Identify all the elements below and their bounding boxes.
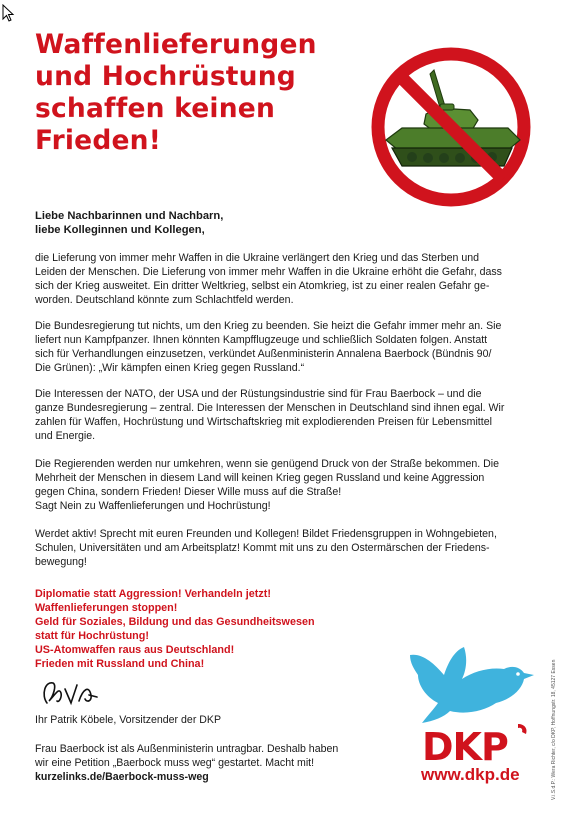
peace-dove-icon	[404, 645, 540, 727]
petition-link[interactable]: kurzelinks.de/Baerbock-muss-weg	[35, 771, 209, 783]
headline-line: Frieden!	[35, 125, 162, 156]
headline	[35, 29, 365, 157]
dkp-logo	[420, 722, 532, 764]
paragraph	[35, 528, 541, 570]
paragraph-line: Schulen, Universitäten und am Arbeitsplatz! Kommt mit uns zu den Ostermärschen der Friedens-	[35, 541, 490, 554]
paragraph-line: die Lieferung von immer mehr Waffen in die Ukraine verlängert den Krieg und das Sterben und	[35, 252, 480, 264]
paragraph-line: zahlen für Waffen, Hochrüstung und Wirtschaftskrieg mit explodierenden Preisen für Lebensmittel	[35, 415, 492, 428]
demand-item: US-Atomwaffen raus aus Deutschland!	[35, 644, 235, 656]
paragraph-line: sich der Krieg ausweitet. Ein dritter Weltkrieg, selbst ein Atomkrieg, ist zu einer realen Gefahr ge-	[35, 279, 490, 292]
handwritten-signature	[35, 675, 115, 709]
paragraph-line: ganze Bundesregierung – zentral. Die Interessen der Menschen in Deutschland sind ihnen egal. Wir	[35, 401, 505, 414]
note-line: Frau Baerbock ist als Außenministerin untragbar. Deshalb haben	[35, 743, 339, 755]
paragraph-line: Werdet aktiv! Sprecht mit euren Freunden und Kollegen! Bildet Friedensgruppen in Wohngebieten,	[35, 528, 497, 540]
paragraph-line: sich für Verhandlungen einzusetzen, verkündet Außenministerin Annalena Baerbock (Bündnis 90/	[35, 347, 492, 360]
greeting-line: liebe Kolleginnen und Kollegen,	[35, 224, 205, 236]
logo-text: DKP	[422, 725, 508, 764]
paragraph-line: Sagt Nein zu Waffenlieferungen und Hochrüstung!	[35, 499, 271, 512]
website-link[interactable]: www.dkp.de	[421, 765, 520, 784]
no-tanks-sign-icon	[368, 44, 534, 210]
paragraph-line: gegen China, sondern Frieden! Dieser Wille muss auf die Straße!	[35, 485, 342, 498]
greeting	[35, 209, 223, 237]
demand-item: Diplomatie statt Aggression! Verhandeln jetzt!	[35, 588, 271, 600]
paragraph-line: worden. Deutschland könnte zum Schlachtfeld werden.	[35, 293, 294, 306]
greeting-line: Liebe Nachbarinnen und Nachbarn,	[35, 210, 224, 222]
headline-line: und Hochrüstung	[35, 61, 296, 92]
paragraph	[35, 252, 541, 308]
paragraph-line: liefert nun Kampfpanzer. Ihnen könnten Kampfflugzeuge und schließlich Soldaten folgen. Anstatt	[35, 333, 488, 346]
paragraph-line: Leiden der Menschen. Die Lieferung von immer mehr Waffen in die Ukraine erhöht die Gefahr, dass	[35, 265, 502, 278]
paragraph	[35, 388, 541, 444]
demand-item: Geld für Soziales, Bildung und das Gesundheitswesen	[35, 616, 315, 628]
signer-line: Ihr Patrik Köbele, Vorsitzender der DKP	[35, 714, 222, 726]
paragraph-line: Die Grünen): „Wir kämpfen einen Krieg gegen Russland.“	[35, 361, 305, 374]
paragraph-line: und Energie.	[35, 429, 96, 442]
cursor-arrow-icon	[2, 4, 16, 24]
demands-list	[35, 587, 315, 671]
petition-note	[35, 742, 338, 784]
paragraph-line: bewegung!	[35, 555, 87, 568]
demand-item: Waffenlieferungen stoppen!	[35, 602, 178, 614]
imprint-text: V.i.S.d.P.: Wera Richter, c/o DKP, Hoffnungstr. 18, 45127 Essen	[551, 659, 557, 800]
paragraph-line: Die Interessen der NATO, der USA und der Rüstungsindustrie sind für Frau Baerbock – und die	[35, 388, 482, 400]
headline-line: Waffenlieferungen	[35, 29, 317, 60]
paragraph	[35, 320, 541, 376]
paragraph	[35, 458, 541, 514]
demand-item: Frieden mit Russland und China!	[35, 658, 205, 670]
note-line: wir eine Petition „Baerbock muss weg“ gestartet. Macht mit!	[35, 757, 315, 769]
paragraph-line: Mehrheit der Menschen in diesem Land will keinen Krieg gegen Russland und keine Aggression	[35, 471, 485, 484]
demand-item: statt für Hochrüstung!	[35, 630, 149, 642]
paragraph-line: Die Regierenden werden nur umkehren, wenn sie genügend Druck von der Straße bekommen. Die	[35, 458, 500, 470]
headline-line: schaffen keinen	[35, 93, 276, 124]
paragraph-line: Die Bundesregierung tut nichts, um den Krieg zu beenden. Sie heizt die Gefahr immer mehr an. Sie	[35, 320, 502, 332]
